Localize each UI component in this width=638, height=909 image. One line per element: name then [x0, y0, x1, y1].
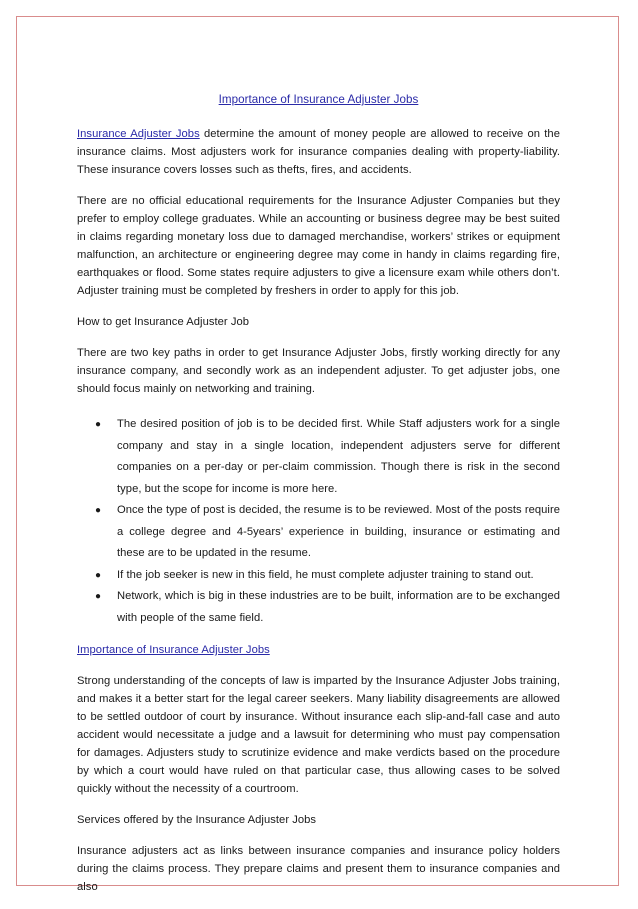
bullet-icon: ●	[95, 505, 102, 516]
services-heading: Services offered by the Insurance Adjuster Jobs	[77, 814, 317, 826]
document-body	[77, 91, 560, 909]
intro-link[interactable]: Insurance Adjuster Jobs	[77, 128, 200, 140]
paths-paragraph: There are two key paths in order to get Insurance Adjuster Jobs, firstly working directly for any insurance company, and secondly work as an independent adjuster. To get adjuster jobs, one should focus mainly on networking and training.	[77, 347, 560, 395]
bullet-icon: ●	[95, 591, 102, 602]
importance-heading-link[interactable]: Importance of Insurance Adjuster Jobs	[77, 644, 270, 656]
services-paragraph: Insurance adjusters act as links between insurance companies and insurance policy holders during the claims process. They prepare claims and present them to insurance companies and also	[77, 845, 560, 893]
list-item: ● If the job seeker is new in this field, he must complete adjuster training to stand out.	[77, 565, 560, 587]
steps-list	[77, 414, 560, 629]
list-item: ● Network, which is big in these industries are to be built, information are to be exchanged with people of the same field.	[77, 586, 560, 629]
document-title: Importance of Insurance Adjuster Jobs	[218, 93, 419, 106]
requirements-paragraph: There are no official educational requirements for the Insurance Adjuster Companies but they prefer to employ college graduates. While an accounting or business degree may be best suited in claims regarding monetary loss due to damaged merchandise, workers’ strikes or equipment malfunction, an architecture or engineering degree may come in handy in claims regarding fire, earthquakes or flood. Some states require adjusters to give a licensure exam while others don’t. Adjuster training must be completed by freshers in order to apply for this job.	[77, 195, 560, 297]
importance-paragraph: Strong understanding of the concepts of law is imparted by the Insurance Adjuster Jobs training, and makes it a better start for the legal career seekers. Many liability disagreements are allowed to be settled outdoor of court by insurance. Without insurance each slip-and-fall case and auto accident would necessitate a judge and a lawsuit for determining who must pay compensation for damages. Adjusters study to scrutinize evidence and make verdicts based on the procedure by which a court would have ruled on that particular case, thus allowing cases to be solved quickly without the necessity of a courtroom.	[77, 675, 560, 795]
intro-paragraph	[77, 125, 560, 179]
list-item: ● Once the type of post is decided, the resume is to be reviewed. Most of the posts require a college degree and 4-5years’ experience in building, insurance or estimating and these are to be updated in the resume.	[77, 500, 560, 565]
how-to-heading: How to get Insurance Adjuster Job	[77, 316, 250, 328]
list-item: ● The desired position of job is to be decided first. While Staff adjusters work for a single company and stay in a single location, independent adjusters serve for different companies on a per-day or per-claim commission. Though there is risk in the second type, but the scope for income is more here.	[77, 414, 560, 500]
bullet-icon: ●	[95, 569, 102, 581]
intro-text: determine the amount of money people are allowed to receive on the insurance claims. Most adjusters work for insurance companies dealing with property-liability. These insurance covers losses such as thefts, fires, and accidents.	[77, 128, 560, 176]
importance-heading	[77, 641, 560, 659]
bullet-icon: ●	[95, 419, 102, 430]
